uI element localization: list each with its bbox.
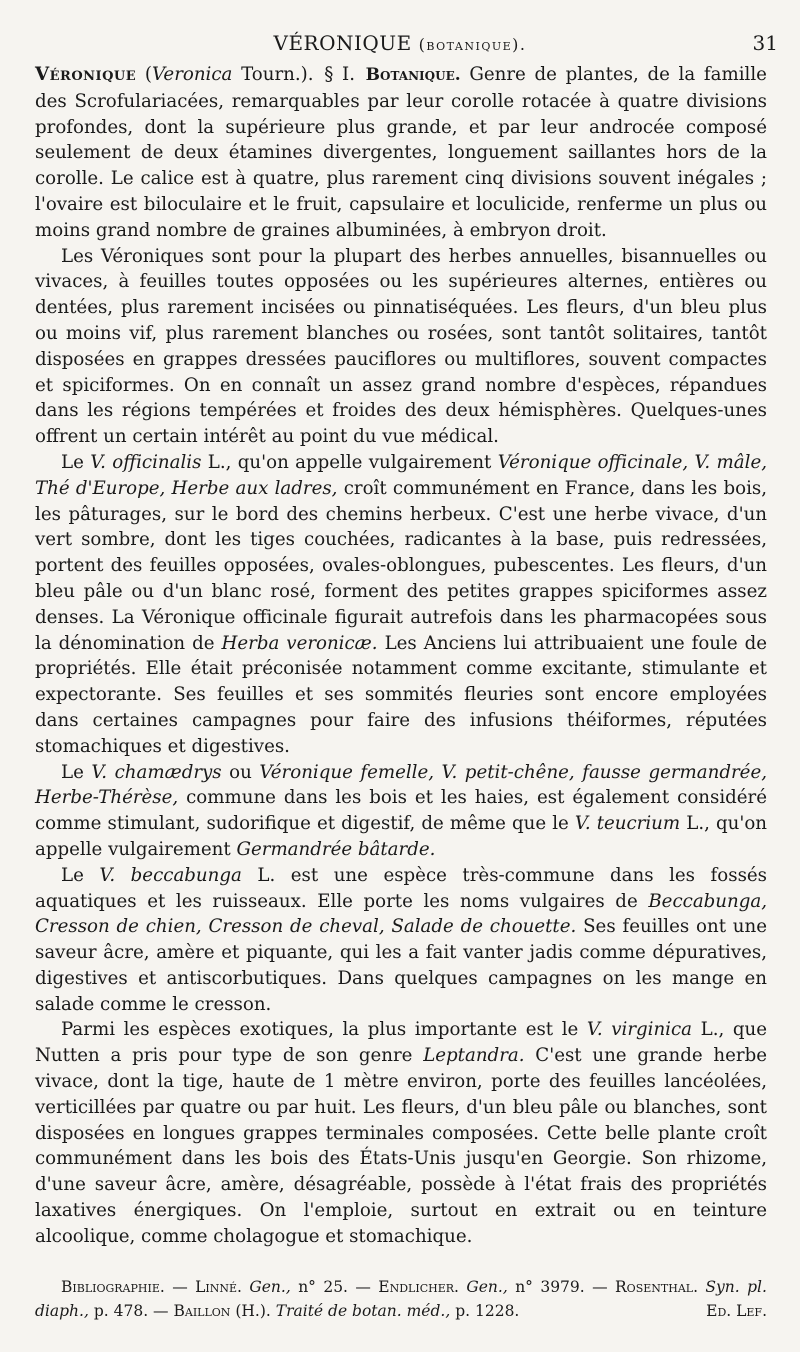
p5-text-3: Ses feuilles ont une saveur âcre, amère et piquante, qui les a fait vanter jadis comme dépuratives, digestives et antiscorbutiques. Dans quelques campagnes on les mange en salade comme le cresson. <box>35 916 767 1015</box>
section-mark: § I. <box>324 64 355 85</box>
p5-text-1: Le <box>61 864 100 886</box>
p3-text-4: Les Anciens lui attribuaient une foule de propriétés. Elle était préconisée notamment comme excitante, stimulante et expectorante. Ses feuilles et ses sommités fleuries sont encore employées dans certaines campagnes pour faire des infusions théiformes, réputées stomachiques et digestives. <box>35 632 767 757</box>
p6-italic-2: Leptandra. <box>423 1045 525 1067</box>
page-number: 31 <box>752 31 778 55</box>
p4-text-3: commune dans les bois et les haies, est également considéré comme stimulant, sudorifique et digestif, de même que le <box>35 787 767 835</box>
paragraph-5 <box>35 863 767 1018</box>
biblio-ref-4: p. 1228. <box>455 1302 520 1320</box>
p3-text-3: croît communément en France, dans les bois, les pâturages, sur le bord des chemins herbeux. C'est une herbe vivace, d'un vert sombre, dont les tiges couchées, radicantes à la base, puis redressées, portent des feuilles opposées, ovales-oblongues, pubescentes. Les fleurs, d'un bleu pâle ou d'un blanc rosé, forment des petites grappes spiciformes assez denses. La Véronique officinale figurait autrefois dans les pharmacopées sous la dénomination de <box>35 477 767 654</box>
biblio-work-2: Gen., <box>466 1278 508 1296</box>
latin-author: Tourn.). <box>241 64 314 85</box>
p4-italic-1: V. chamædrys <box>91 761 222 783</box>
biblio-author-2: Endlicher. <box>378 1278 459 1296</box>
paragraph-3 <box>35 450 767 760</box>
bibliography: Bibliographie. — Linné. Gen., n° 25. — Endlicher. Gen., n° 3979. — Rosenthal. Syn. pl. diaph., p. 478. — Baillon (H.). Traité de botan. méd., p. 1228. Ed. Lef. <box>35 1275 767 1323</box>
section-label: Botanique. <box>365 65 461 85</box>
running-head-title <box>0 28 800 60</box>
p5-text-2: L. est une espèce très-commune dans les fossés aquatiques et les ruisseaux. Elle porte les noms vulgaires de <box>35 864 767 912</box>
author-signature: Ed. Lef. <box>706 1302 767 1320</box>
running-head <box>0 28 800 58</box>
p4-text-1: Le <box>61 761 92 783</box>
p6-italic-1: V. virginica <box>586 1019 693 1041</box>
bibliography-label: Bibliographie. <box>61 1278 165 1296</box>
biblio-author-4: Baillon (H.). <box>173 1302 271 1320</box>
p3-italic-2: Véronique officinale, V. mâle, Thé d'Europe, Herbe aux ladres, <box>35 451 768 499</box>
p3-italic-1: V. officinalis <box>90 451 202 473</box>
biblio-work-4: Traité de botan. méd., <box>275 1302 451 1320</box>
p4-text-4: L., qu'on appelle vulgairement <box>35 813 767 860</box>
running-head-word: VÉRONIQUE <box>273 31 412 55</box>
p4-text-2: ou <box>221 761 260 783</box>
biblio-work-1: Gen., <box>249 1278 291 1296</box>
running-head-subtitle: (botanique). <box>418 35 527 54</box>
biblio-ref-1: n° 25. — <box>298 1278 371 1296</box>
p3-text-2: L., qu'on appelle vulgairement <box>201 451 498 473</box>
p6-text-3: C'est une grande herbe vivace, dont la tige, haute de 1 mètre environ, porte des feuilles lancéolées, verticillées par quatre ou par huit. Les fleurs, d'un bleu pâle ou blanches, sont disposées en longues grappes terminales composées. Cette belle plante croît communément dans les bois des États-Unis jusqu'en Georgie. Son rhizome, d'une saveur âcre, amère, désagréable, possède à l'état frais des propriétés laxatives énergiques. On l'emploie, surtout en extrait ou en teinture alcoolique, comme cholagogue et stomachique. <box>35 1045 767 1247</box>
biblio-ref-2: n° 3979. — <box>515 1278 608 1296</box>
p5-italic-1: V. beccabunga <box>99 864 242 886</box>
p3-italic-3: Herba veronicæ. <box>221 632 378 654</box>
biblio-work-3: Syn. pl. diaph., <box>35 1278 767 1320</box>
biblio-author-3: Rosenthal. <box>615 1278 698 1296</box>
paragraph-2: Les Véroniques sont pour la plupart des herbes annuelles, bisannuelles ou vivaces, à feuilles toutes opposées ou les supérieures alternes, entières ou dentées, plus rarement incisées ou pinnatiséquées. Les fleurs, d'un bleu plus ou moins vif, plus rarement blanches ou rosées, sont tantôt solitaires, tantôt disposées en grappes dressées pauciflores ou multiflores, souvent compactes et spiciformes. On en connaît un assez grand nombre d'espèces, répandues dans les régions tempérées et froides des deux hémisphères. Quelques-unes offrent un certain intérêt au point du vue médical. <box>35 245 767 448</box>
biblio-author-1: Linné. <box>195 1278 242 1296</box>
p5-italic-2: Beccabunga, Cresson de chien, Cresson de cheval, Salade de chouette. <box>35 890 767 938</box>
p3-text-1: Le <box>61 451 91 473</box>
p4-italic-3: V. teucrium <box>574 813 681 835</box>
p4-italic-4: Germandrée bâtarde. <box>236 838 436 860</box>
paragraph-6 <box>35 1017 767 1249</box>
p4-italic-2: Véronique femelle, V. petit-chêne, fausse germandrée, Herbe-Thérèse, <box>35 761 767 809</box>
p6-text-1: Parmi les espèces exotiques, la plus importante est le <box>61 1019 587 1041</box>
latin-name: Veronica <box>151 64 233 85</box>
p6-text-2: L., que Nutten a pris pour type de son genre <box>35 1019 767 1067</box>
paragraph-4 <box>35 760 767 863</box>
biblio-ref-3: p. 478. — <box>93 1302 169 1320</box>
article-headword: Véronique <box>35 64 137 85</box>
article-body <box>35 62 767 1250</box>
paragraph-1: Véronique (Veronica Tourn.). § I. Botanique. Genre de plantes, de la famille des Scrofulariacées, remarquables par leur corolle rotacée à quatre divisions profondes, dont la supérieure plus grande, et par leur androcée composé seulement de deux étamines divergentes, longuement saillantes hors de la corolle. Le calice est à quatre, plus rarement cinq divisions souvent inégales ; l'ovaire est biloculaire et le fruit, capsulaire et loculicide, renferme un plus ou moins grand nombre de graines albuminées, à embryon droit. <box>35 64 767 241</box>
paragraph-1-text: Genre de plantes, de la famille des Scrofulariacées, remarquables par leur corolle rotacée à quatre divisions profondes, dont la supérieure plus grande, et par leur androcée composé seulement de deux étamines divergentes, longuement saillantes hors de la corolle. Le calice est à quatre, plus rarement cinq divisions souvent inégales ; l'ovaire est biloculaire et le fruit, capsulaire et loculicide, renferme un plus ou moins grand nombre de graines albuminées, à embryon droit. <box>35 64 767 241</box>
